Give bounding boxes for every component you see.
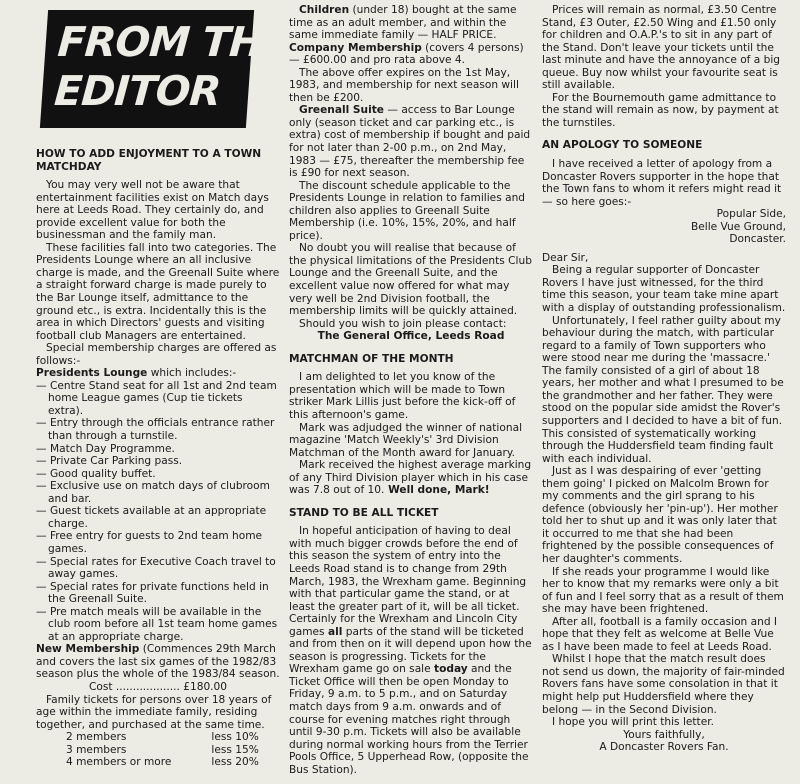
new-membership-line	[36, 643, 280, 681]
discount-cell: less 20%	[211, 756, 259, 769]
new-membership-title: New Membership	[36, 643, 140, 656]
paragraph: I am delighted to let you know of the presentation which will be made to Town striker Mark Lillis just before the kick-off of this afternoon's game.	[289, 371, 516, 421]
from-the-editor-logo	[40, 10, 292, 128]
ticket-text: In hopeful anticipation of having to deal with much bigger crowds before the end of this season the system of entry into the Leeds Road stand is to change from 29th March, 1983, the Wrexham game. Beginning with that particular game the stand, or at least the greater part of it, will be all ticket. Certainly for the Wrexham and Lincoln City games	[289, 525, 527, 638]
paragraph: I have received a letter of apology from a Doncaster Rovers supporter in the hope that the Town fans to whom it refers might read it — so here goes:-	[542, 158, 782, 208]
column-middle	[289, 4, 533, 776]
paragraph: Should you wish to join please contact:	[299, 317, 507, 330]
list-item: — Good quality buffet.	[36, 467, 156, 480]
salutation: Dear Sir,	[542, 251, 589, 264]
list-item: — Entry through the officials entrance rather than through a turnstile.	[36, 417, 275, 443]
presidents-lounge-line	[36, 367, 280, 380]
paragraph: The discount schedule applicable to the Presidents Lounge in relation to families and children also applies to Greenall Suite Membership (i.e. 10%, 15%, 20%, and half price).	[289, 179, 526, 242]
paragraph: Prices will remain as normal, £3.50 Centre Stand, £3 Outer, £2.50 Wing and £1.50 only for children and O.A.P.'s to sit in any part of the Stand. Don't leave your tickets until the last minute and have the annoyance of a big queue. Buy now whilst your favourite seat is still available.	[542, 4, 781, 92]
members-cell: 2 members	[66, 731, 127, 744]
address-line: Belle Vue Ground,	[690, 220, 786, 233]
list-item: — Centre Stand seat for all 1st and 2nd team home League games (Cup tie tickets extra).	[36, 379, 277, 417]
list-item: — Guest tickets available at an appropriate charge.	[36, 505, 267, 530]
list-item: — Special rates for Executive Coach travel to away games.	[36, 555, 276, 581]
table-row	[66, 756, 259, 769]
address-line: Popular Side,	[716, 208, 786, 221]
heading-matchday: HOW TO ADD ENJOYMENT TO A TOWN MATCHDAY	[36, 148, 262, 173]
children-title: Children	[299, 4, 350, 16]
signature: A Doncaster Rovers Fan.	[599, 741, 729, 754]
column-right	[542, 4, 786, 754]
paragraph: Mark was adjudged the winner of national magazine 'Match Weekly's' 3rd Division Matchman of the Month award for January.	[289, 421, 523, 459]
heading-all-ticket: STAND TO BE ALL TICKET	[289, 506, 439, 519]
discount-cell: less 15%	[211, 743, 259, 756]
logo-line-2: EDITOR	[52, 67, 222, 115]
list-item: — Match Day Programme.	[36, 442, 175, 455]
motm-final-paragraph	[289, 459, 533, 497]
greenall-title: Greenall Suite	[299, 104, 384, 117]
ticket-text: parts of the stand will be ticketed and from then on it will depend upon how the season is progressing. Tickets for the Wrexham game go on sale	[289, 625, 532, 676]
greenall-line	[289, 104, 533, 179]
ticket-paragraph	[289, 525, 533, 776]
ticket-text: and the Ticket Office will then be open Monday to Friday, 9 a.m. to 5 p.m., and on Saturday match days from 9 a.m. onwards and of course for evening matches right through until 9-30 p.m. Tickets will also be available during normal working hours from the Terrier Pools Office, 5 Upperhead Row, (opposite the Bus Station).	[289, 663, 529, 776]
paragraph: Special membership charges are offered as follows:-	[36, 342, 277, 367]
address-line: Doncaster.	[729, 233, 786, 246]
letter-paragraph: Unfortunately, I feel rather guilty about my behaviour during the match, with particular regard to a family of Town supporters who were stood near me during the 'massacre.' The family consisted of a girl of about 18 years, her mother and what I presumed to be the grandmother and her father. They were stood on the popular side amidst the Rover's supporters and I decided to have a bit of fun. This consisted of systematically working through the Huddersfield team finding fault with each individual.	[542, 314, 784, 465]
benefits-list	[36, 380, 280, 643]
list-item: — Pre match meals will be available in the club room before all 1st team home games at an appropriate charge.	[36, 605, 278, 643]
table-row	[66, 731, 259, 744]
letter-paragraph: Whilst I hope that the match result does not send us down, the majority of fair-minded Rovers fans have some consolation in that it might help put Huddersfield where they belong — in the Second Division.	[542, 653, 785, 716]
letter-paragraph: After all, football is a family occasion and I hope that they felt as welcome at Belle Vue as I have been made to feel at Leeds Road.	[542, 615, 778, 653]
letter-paragraph: I hope you will print this letter.	[552, 716, 714, 729]
letter-paragraph: If she reads your programme I would like her to know that my remarks were only a bit of fun and I feel sorry that as a result of them she may have been frightened.	[542, 565, 784, 616]
children-rest: (under 18) bought at the same time as an adult member, and within the same immediate family — HALF PRICE.	[289, 4, 517, 42]
paragraph: For the Bournemouth game admittance to the stand will remain as now, by payment at the turnstiles.	[542, 91, 779, 129]
well-done-text: Well done, Mark!	[384, 484, 490, 497]
children-line	[289, 4, 533, 42]
members-cell: 4 members or more	[66, 756, 172, 769]
sign-off: Yours faithfully,	[623, 728, 705, 741]
company-title: Company Membership	[289, 41, 422, 54]
heading-apology: AN APOLOGY TO SOMEONE	[542, 139, 703, 152]
ticket-all-emphasis: all	[327, 625, 343, 638]
presidents-lounge-title: Presidents Lounge	[36, 367, 148, 380]
list-item: — Free entry for guests to 2nd team home games.	[36, 530, 263, 555]
letter-paragraph: Just as I was despairing of ever 'getting them going' I picked on Malcolm Brown for my comments and the girl sprang to his defence (obviously her 'pin-up'). Her mother told her to shut up and it was only later that it occurred to me that she had been frightened by the possible consequences of her daughter's comments.	[542, 465, 778, 565]
discount-cell: less 10%	[211, 731, 259, 744]
motm-text: Mark received the highest average marking of any Third Division player which in his case was 7.8 out of 10.	[289, 459, 532, 497]
paragraph: These facilities fall into two categories. The Presidents Lounge where an all inclusive charge is made, and the Greenall Suite where a straight forward charge is made purely to the Bar Lounge itself, admittance to the ground etc., is extra. Incidentally this is the area in which Directors' guests and visiting football club Managers are entertained.	[36, 241, 280, 342]
ticket-today-emphasis: today	[434, 663, 468, 676]
list-item: — Exclusive use on match days of clubroom and bar.	[36, 480, 270, 505]
logo-line-1: FROM THE	[56, 18, 292, 66]
paragraph: No doubt you will realise that because of the physical limitations of the Presidents Club Lounge and the Greenall Suite, and the excellent value now offered for what may very well be 2nd Division football, the membership limits will be quickly attained.	[289, 242, 532, 318]
list-item: — Private Car Parking pass.	[36, 455, 183, 468]
table-row	[66, 744, 259, 757]
paragraph: The above offer expires on the 1st May, 1983, and membership for next season will then be £200.	[289, 66, 519, 104]
new-membership-rest: (Commences 29th March and covers the last six games of the 1982/83 season plus the whole of the 1983/84 season.	[36, 643, 280, 681]
family-discount-table	[66, 731, 259, 769]
paragraph: You may very well not be aware that entertainment facilities exist on Match days here at Leeds Road. They certainly do, and provide excellent value for both the businessman and the family man.	[36, 179, 269, 242]
company-rest: (covers 4 persons) — £600.00 and pro rata above 4.	[289, 41, 524, 67]
list-item: — Special rates for private functions held in the Greenall Suite.	[36, 580, 269, 606]
column-left	[36, 0, 292, 769]
presidents-lounge-rest: which includes:-	[147, 367, 237, 380]
company-line	[289, 42, 533, 67]
cost-line: Cost ................... £180.00	[88, 680, 228, 693]
members-cell: 3 members	[66, 743, 127, 756]
greenall-rest: — access to Bar Lounge only (season ticket and car parking etc., is extra) cost of membership if bought and paid for not later than 2-00 p.m., on 2nd May, 1983 — £75, thereafter the membership fee is £90 for next season.	[289, 104, 531, 180]
office-address: The General Office, Leeds Road	[317, 330, 505, 343]
letter-paragraph: Being a regular supporter of Doncaster Rovers I have just witnessed, for the third time this season, your team take mine apart with a display of outstanding professionalism.	[542, 264, 786, 315]
heading-matchman: MATCHMAN OF THE MONTH	[289, 352, 454, 365]
family-paragraph: Family tickets for persons over 18 years of age within the immediate family, residing together, and purchased at the same time.	[36, 693, 272, 731]
